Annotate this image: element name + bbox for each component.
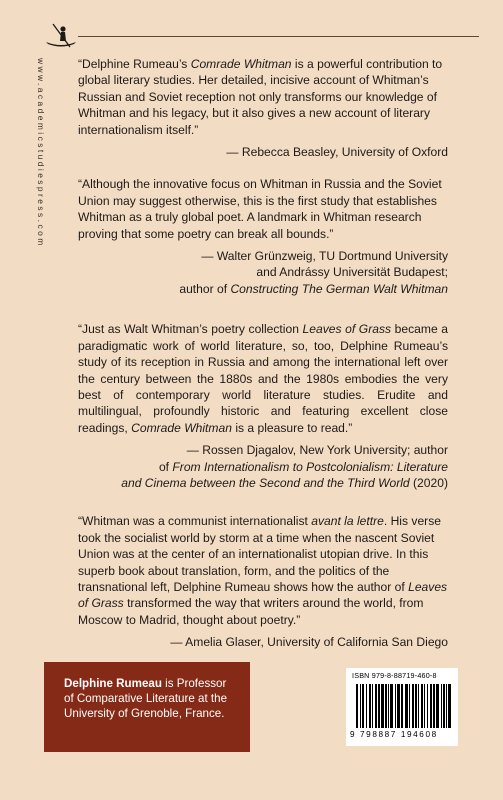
barcode-bar xyxy=(397,684,400,728)
barcode-bar xyxy=(443,684,445,728)
quote-attribution xyxy=(78,634,448,650)
italic-title: Leaves of Grass xyxy=(302,322,392,337)
quote-attribution xyxy=(78,144,448,160)
text-run: author of xyxy=(179,281,231,296)
attribution-line xyxy=(78,442,448,458)
quote-body xyxy=(78,513,448,628)
italic-title: Leaves of Grass xyxy=(78,579,448,611)
attribution-line xyxy=(78,459,448,475)
barcode-bar xyxy=(375,684,377,728)
italic-title: Constructing The German Walt Whitman xyxy=(230,281,448,296)
barcode-bar xyxy=(412,684,414,728)
quote-body xyxy=(78,56,448,138)
endorsement-quotes xyxy=(78,56,448,665)
barcode-bar xyxy=(366,684,367,728)
barcode-bar xyxy=(372,684,373,728)
barcode-bar xyxy=(421,684,423,728)
text-run: is a pleasure to read.” xyxy=(231,420,353,435)
text-run: . His verse took the socialist world by storm at a time when the nascent Soviet Union was at the center of an internationalist utopian drive. In this superb book about translation, form, and the politics of the transnational left, Delphine Rumeau shows how the author of xyxy=(78,514,441,594)
italic-title: From Internationalism to Postcolonialism: Literature xyxy=(172,459,448,474)
barcode-box xyxy=(346,668,458,746)
text-run: transformed the way that writers around the world, from Moscow to Madrid, thought about poetry.” xyxy=(78,596,424,627)
barcode-bar xyxy=(427,684,428,728)
barcode-bar xyxy=(424,684,425,728)
barcode-bar xyxy=(409,684,410,728)
text-run: became a paradigmatic work of world literature, so, too, Delphine Rumeau’s study of its reception in Russia and among the international left over the century between the 1880s and the 1980s embodies the very best of contemporary world literature studies. Erudite and multilingual, profoundly historic and featuring excellent close readings, xyxy=(78,322,448,435)
attribution-line xyxy=(78,475,448,491)
italic-title: Comrade Whitman xyxy=(131,420,232,435)
barcode-bar xyxy=(356,684,358,728)
barcode-bar xyxy=(369,684,371,728)
barcode-bar xyxy=(401,684,403,728)
author-bio-box xyxy=(44,662,250,752)
text-run: “Whitman was a communist internationalist xyxy=(78,514,312,529)
text-run: — Amelia Glaser, University of California San Diego xyxy=(170,635,448,650)
publisher-url xyxy=(32,58,48,270)
endorsement-quote xyxy=(78,513,448,650)
author-bio-text: is Professor of Comparative Literature at the University of Grenoble, France. xyxy=(64,677,228,721)
barcode-bar xyxy=(433,684,435,728)
barcode-bar xyxy=(378,684,380,728)
text-run: and Andrássy Universität Budapest; xyxy=(256,265,448,280)
text-run: “Just as Walt Whitman’s poetry collection xyxy=(78,322,303,337)
quote-body xyxy=(78,176,448,242)
text-run: — Rebecca Beasley, University of Oxford xyxy=(226,145,448,160)
quote-attribution xyxy=(78,442,448,491)
attribution-line xyxy=(78,264,448,280)
endorsement-quote xyxy=(78,176,448,297)
barcode-bar xyxy=(436,684,439,728)
barcode-bar xyxy=(395,684,396,728)
text-run: — Walter Grünzweig, TU Dortmund University xyxy=(201,249,448,264)
barcode-bar xyxy=(390,684,393,728)
text-run: (2020) xyxy=(409,475,448,490)
italic-title: Comrade Whitman xyxy=(190,57,292,71)
isbn-label: ISBN 979-8-88719-460-8 xyxy=(352,671,437,680)
barcode-bar xyxy=(381,684,384,728)
quote-attribution xyxy=(78,248,448,297)
barcode-bar xyxy=(385,684,387,728)
endorsement-quote xyxy=(78,56,448,160)
attribution-line xyxy=(78,281,448,297)
barcode-number: 9 798887 194608 xyxy=(350,730,438,739)
text-run: “Delphine Rumeau’s xyxy=(78,57,191,71)
text-run: — Rossen Djagalov, New York University; author xyxy=(186,443,448,458)
barcode-bar xyxy=(441,684,442,728)
publisher-logo-icon xyxy=(44,20,78,50)
endorsement-quote xyxy=(78,321,448,491)
barcode-bar xyxy=(415,684,417,728)
barcode-icon xyxy=(356,684,452,728)
barcode-bar xyxy=(388,684,389,728)
barcode-bar xyxy=(430,684,432,728)
barcode-bar xyxy=(448,684,451,728)
publisher-url-text: www.academicstudiespress.com xyxy=(36,58,46,248)
top-rule xyxy=(78,36,479,37)
text-run: of xyxy=(158,459,173,474)
attribution-line xyxy=(78,634,448,650)
author-name: Delphine Rumeau xyxy=(64,677,162,690)
barcode-bar xyxy=(362,684,364,728)
text-run: is a powerful contribution to global literary studies. Her detailed, incisive account of Whitman’s Russian and Soviet reception not only transforms our knowledge of Whitman and his legacy, but it also gives a new account of literary internationalism itself.” xyxy=(78,57,443,137)
italic-title: avant la lettre xyxy=(311,514,384,529)
attribution-line xyxy=(78,248,448,264)
attribution-line xyxy=(78,144,448,160)
quote-body xyxy=(78,321,448,436)
italic-title: and Cinema between the Second and the Third World xyxy=(121,475,410,490)
barcode-bar xyxy=(405,684,408,728)
barcode-bar xyxy=(360,684,361,728)
barcode-bar xyxy=(418,684,419,728)
barcode-bar xyxy=(446,684,447,728)
text-run: “Although the innovative focus on Whitman in Russia and the Soviet Union may suggest otherwise, this is the first study that establishes Whitman as a truly global poet. A landmark in Whitman research proving that some poetry can break all bounds.” xyxy=(78,177,442,241)
